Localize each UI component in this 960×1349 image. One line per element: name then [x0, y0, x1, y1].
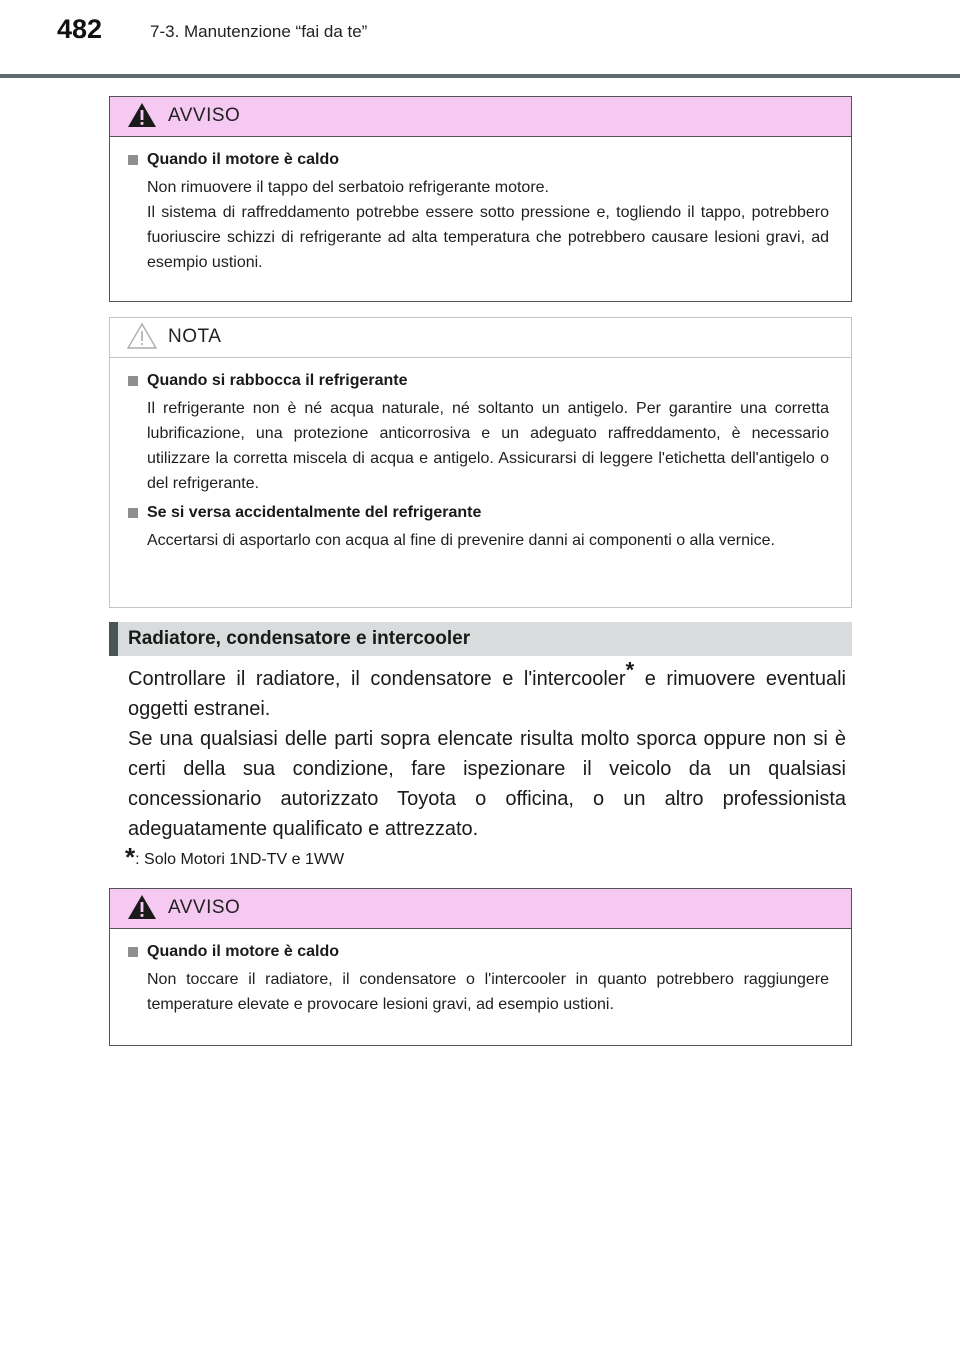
- warning-label: AVVISO: [168, 105, 241, 126]
- warning-item-text: Non toccare il radiatore, il condensatore o l'intercooler in quanto potrebbero raggiungere temperature elevate e provocare lesioni gravi, ad esempio ustioni.: [147, 971, 829, 1013]
- footnote: [125, 842, 344, 873]
- note-item-text: Accertarsi di asportarlo con acqua al fine di prevenire danni ai componenti o alla vernice.: [147, 532, 775, 549]
- note-box-coolant: [109, 317, 852, 608]
- note-item-title: Quando si rabbocca il refrigerante: [128, 372, 829, 390]
- warning-box-body: [110, 929, 851, 1037]
- warning-box-hot-engine-cap: [109, 96, 852, 302]
- warning-item: [128, 151, 829, 275]
- bullet-square-icon: [128, 155, 138, 165]
- header-rule: [0, 74, 960, 78]
- bullet-square-icon: [128, 947, 138, 957]
- footnote-marker: *: [625, 657, 635, 683]
- page-number: 482: [57, 14, 103, 44]
- footnote-marker: *: [125, 842, 136, 872]
- section-heading-bar: [109, 622, 852, 656]
- warning-box-hot-radiator: [109, 888, 852, 1046]
- page-header: [0, 0, 960, 80]
- warning-item-title: Quando il motore è caldo: [128, 943, 829, 961]
- warning-box-header: [110, 97, 851, 137]
- note-label: NOTA: [168, 326, 222, 347]
- section-body: [128, 657, 846, 844]
- warning-box-header: [110, 889, 851, 929]
- bullet-square-icon: [128, 508, 138, 518]
- section-heading-accent: [109, 622, 118, 656]
- note-box-body: [110, 358, 851, 573]
- chapter-title: 7-3. Manutenzione “fai da te”: [150, 22, 368, 41]
- caution-outline-triangle-icon: [127, 322, 157, 350]
- footnote-text: : Solo Motori 1ND-TV e 1WW: [135, 851, 345, 868]
- warning-item: [128, 943, 829, 1017]
- bullet-square-icon: [128, 376, 138, 386]
- note-box-header: [110, 318, 851, 358]
- warning-label: AVVISO: [168, 897, 241, 918]
- body-paragraph: Controllare il radiatore, il condensatore e l'intercooler* e rimuovere eventuali oggetti estranei.: [128, 657, 846, 720]
- section-heading: Radiatore, condensatore e intercooler: [128, 628, 471, 649]
- warning-item-text: Non rimuovere il tappo del serbatoio refrigerante motore. Il sistema di raffreddamento potrebbe essere sotto pressione e, togliendo il tappo, potrebbero fuoriuscire schizzi di refrigerante ad alta temperatura che potrebbero causare lesioni gravi, ad esempio ustioni.: [147, 179, 829, 271]
- warning-triangle-icon: [127, 101, 157, 129]
- note-item: [128, 504, 829, 553]
- note-item-text: Il refrigerante non è né acqua naturale, né soltanto un antigelo. Per garantire una corretta lubrificazione, una protezione anticorrosiva e un adeguato raffreddamento, è necessario utilizzare la corretta miscela di acqua e antigelo. Assicurarsi di leggere l'etichetta dell'antigelo o del refrigerante.: [147, 400, 829, 492]
- body-paragraph: Se una qualsiasi delle parti sopra elencate risulta molto sporca oppure non si è certi della sua condizione, fare ispezionare il veicolo da un qualsiasi concessionario autorizzato Toyota o officina, o un altro professionista adeguatamente qualificato e attrezzato.: [128, 728, 846, 840]
- warning-triangle-icon: [127, 893, 157, 921]
- warning-item-title: Quando il motore è caldo: [128, 151, 829, 169]
- note-item: [128, 372, 829, 496]
- note-item-title: Se si versa accidentalmente del refrigerante: [128, 504, 829, 522]
- warning-box-body: [110, 137, 851, 295]
